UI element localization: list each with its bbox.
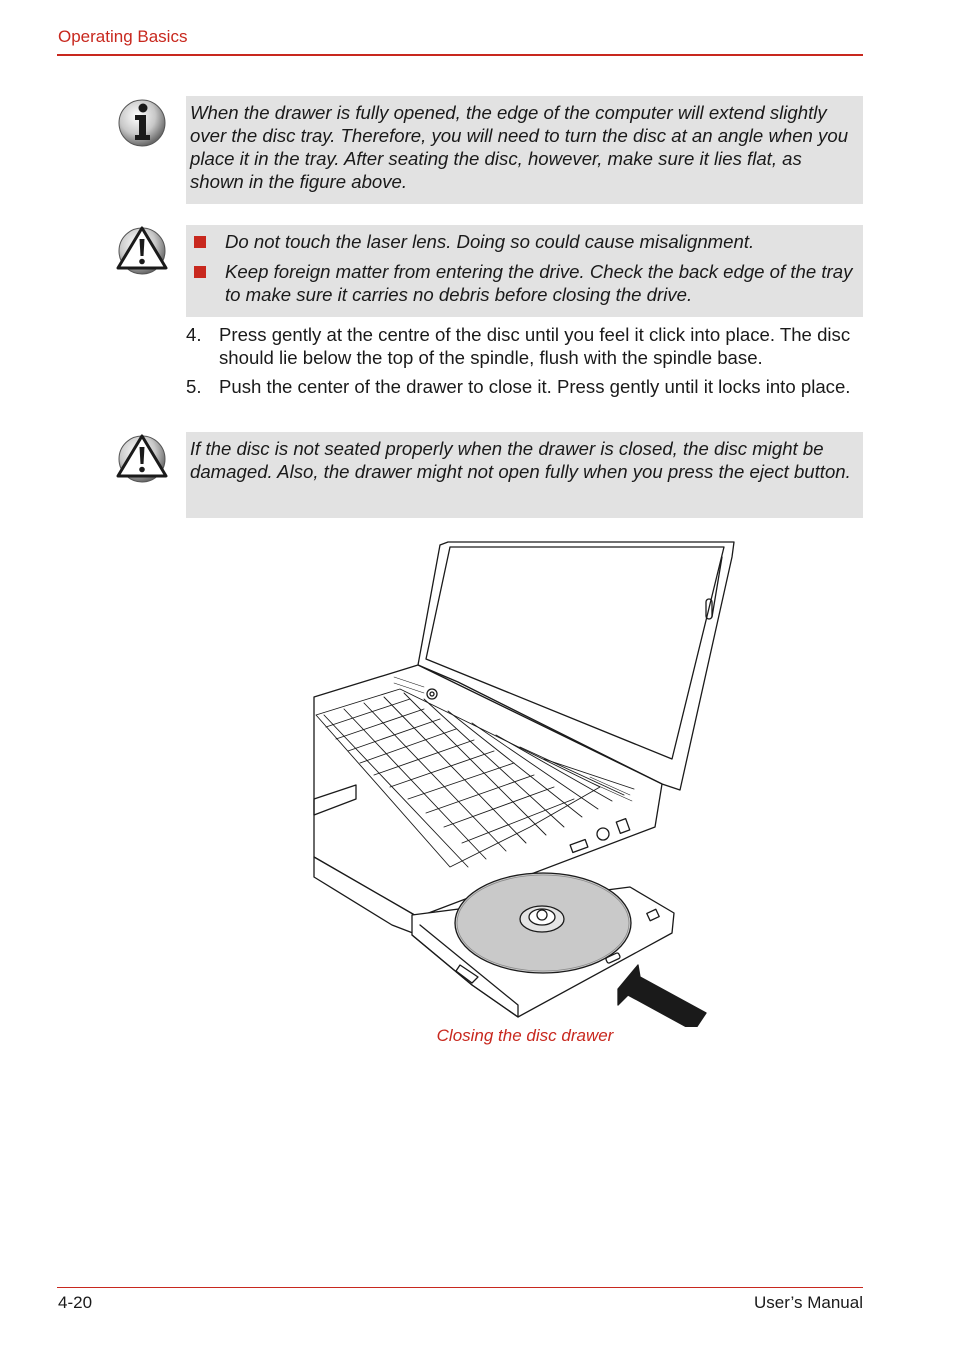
info-icon [114,96,170,152]
info-note-text: When the drawer is fully opened, the edge of the computer will extend slightly over the disc tray. Therefore, you will need to turn the disc at an angle when you place it in the tray. After seating the disc, however, make sure it lies flat, as shown in the figure above. [190,102,849,192]
figure-caption: Closing the disc drawer [436,1026,614,1045]
bullet-text: Do not touch the laser lens. Doing so could cause misalignment. [225,231,755,252]
laptop-disc-drawer-illustration [300,537,740,1027]
caution-note [186,432,863,518]
step-text: Press gently at the centre of the disc until you feel it click into place. The disc should lie below the top of the spindle, flush with the spindle base. [219,324,851,368]
step-item [186,375,866,398]
caution-icon [114,430,170,486]
step-text: Push the center of the drawer to close it. Press gently until it locks into place. [219,376,851,397]
bullet-square-icon [194,236,206,248]
step-item [186,323,866,369]
manual-title: User’s Manual [754,1293,863,1312]
bullet-item [190,230,853,253]
step-number: 4. [186,324,202,345]
info-note [186,96,863,204]
running-header: Operating Basics [58,27,188,46]
bullet-text: Keep foreign matter from entering the drive. Check the back edge of the tray to make sure it carries no debris before closing the drive. [225,261,853,305]
step-number: 5. [186,376,202,397]
caution-icon [114,222,170,278]
caution-note-text: If the disc is not seated properly when the drawer is closed, the disc might be damaged. Also, the drawer might not open fully when you press the eject button. [190,438,851,482]
page-number: 4-20 [58,1293,93,1312]
caution-note [186,225,863,317]
footer-rule [57,1287,863,1288]
bullet-square-icon [194,266,206,278]
bullet-item [190,260,853,306]
header-rule [57,54,863,56]
